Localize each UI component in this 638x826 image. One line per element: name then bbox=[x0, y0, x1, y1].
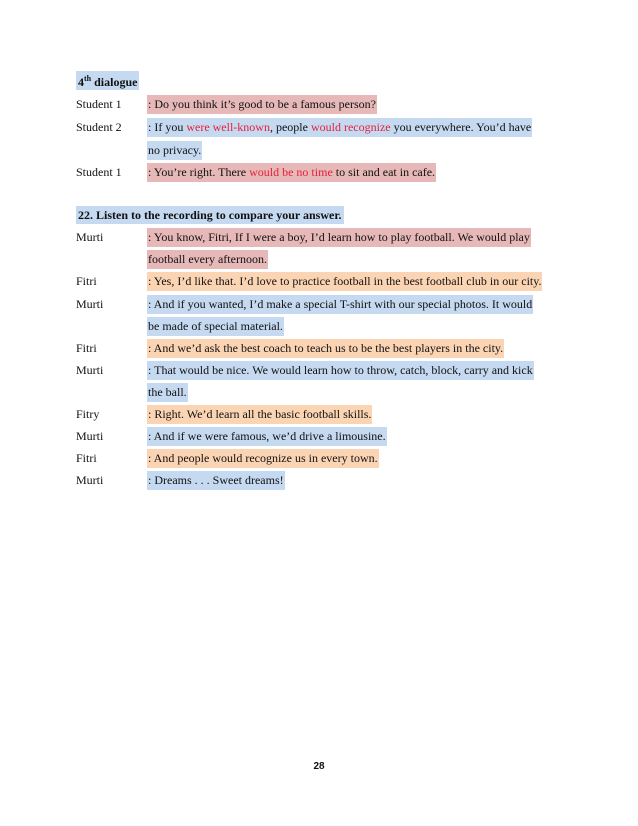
speaker-label: Murti bbox=[76, 363, 104, 377]
speaker-label: Murti bbox=[76, 473, 104, 487]
speaker-label: Murti bbox=[76, 297, 104, 311]
speech-text: , people bbox=[269, 120, 311, 134]
highlighted-phrase: would be no time bbox=[249, 165, 333, 179]
speech-text: : That would be nice. We would learn how to throw, catch, block, carry and kick bbox=[147, 361, 534, 380]
speech-text: to sit and eat in cafe. bbox=[332, 165, 436, 179]
speech-text: : And people would recognize us in every town. bbox=[147, 449, 379, 468]
speaker-label: Fitry bbox=[76, 407, 100, 421]
speech-text: the ball. bbox=[147, 383, 188, 402]
speech-text: no privacy. bbox=[147, 141, 202, 160]
section-heading: 22. Listen to the recording to compare your answer. bbox=[78, 208, 342, 222]
speech-text: : You know, Fitri, If I were a boy, I’d learn how to play football. We would play bbox=[147, 228, 531, 247]
speech-text: : Yes, I’d like that. I’d love to practice football in the best football club in our city. bbox=[147, 272, 542, 291]
speech-text: : And if you wanted, I’d make a special T-shirt with our special photos. It would bbox=[147, 295, 533, 314]
speech-text: : And if we were famous, we’d drive a limousine. bbox=[147, 427, 387, 446]
speech-text: : Right. We’d learn all the basic football skills. bbox=[147, 405, 372, 424]
speech-text: you everywhere. You’d have bbox=[390, 120, 532, 134]
speech-text: : You’re right. There bbox=[148, 165, 250, 179]
speaker-label: Murti bbox=[76, 230, 104, 244]
speech-text: : Do you think it’s good to be a famous person? bbox=[147, 95, 377, 114]
speaker-label: Murti bbox=[76, 429, 104, 443]
speaker-label: Fitri bbox=[76, 274, 97, 288]
speaker-label: Student 1 bbox=[76, 97, 122, 111]
dialogue-heading: 4th dialogue bbox=[76, 71, 139, 90]
speaker-label: Fitri bbox=[76, 451, 97, 465]
speech-text: football every afternoon. bbox=[147, 250, 268, 269]
speaker-label: Student 2 bbox=[76, 120, 122, 134]
speech-text: : Dreams . . . Sweet dreams! bbox=[147, 471, 285, 490]
speech-text: : If you bbox=[148, 120, 187, 134]
speech-text: : And we’d ask the best coach to teach us to be the best players in the city. bbox=[147, 339, 504, 358]
speaker-label: Fitri bbox=[76, 341, 97, 355]
highlighted-phrase: were well-known bbox=[186, 120, 270, 134]
page-number: 28 bbox=[313, 761, 325, 772]
highlighted-phrase: would recognize bbox=[310, 120, 391, 134]
speaker-label: Student 1 bbox=[76, 165, 122, 179]
speech-text: be made of special material. bbox=[147, 317, 284, 336]
